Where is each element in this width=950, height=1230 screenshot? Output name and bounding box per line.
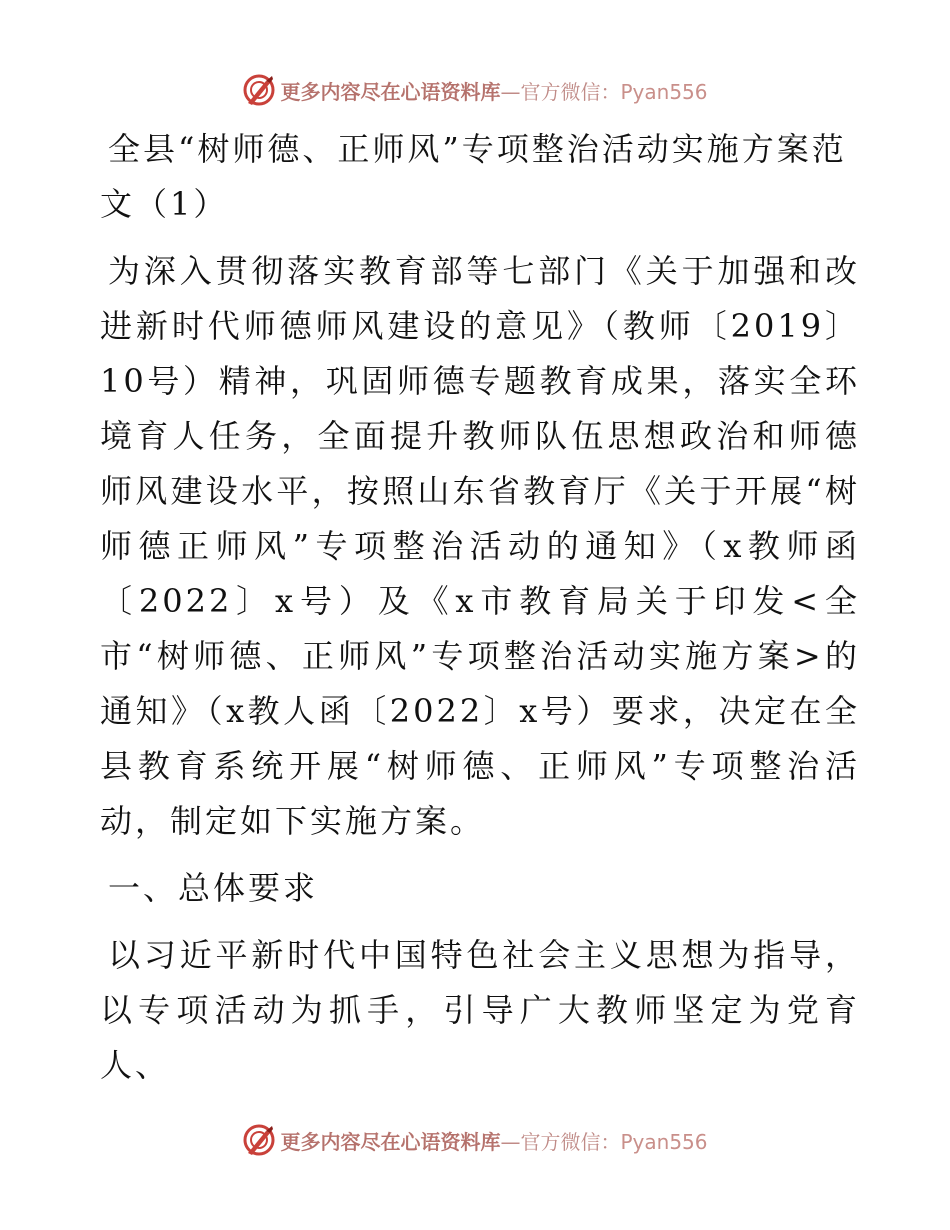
top-watermark-banner: [0, 70, 950, 110]
document-title: 全县“树师德、正师风”专项整治活动实施方案范文（1）: [100, 130, 847, 223]
pen-logo-icon: [242, 1123, 276, 1157]
section-paragraph: 以习近平新时代中国特色社会主义思想为指导，以专项活动为抓手，引导广大教师坚定为党育人、: [100, 936, 860, 1084]
bottom-watermark-banner: [0, 1120, 950, 1160]
section-heading: 一、总体要求: [108, 869, 319, 907]
pen-logo-icon: [242, 73, 276, 107]
document-body: [100, 122, 860, 1105]
watermark-text: 更多内容尽在心语资料库—官方微信：Pyan556: [280, 79, 708, 104]
intro-paragraph: 为深入贯彻落实教育部等七部门《关于加强和改进新时代师德师风建设的意见》（教师〔2019〕10号）精神，巩固师德专题教育成果，落实全环境育人任务，全面提升教师队伍思想政治和师德师风建设水平，按照山东省教育厅《关于开展“树师德正师风”专项整治活动的通知》（x教师函〔2022〕x号）及《x市教育局关于印发<全市“树师德、正师风”专项整治活动实施方案>的通知》（x教人函〔2022〕x号）要求，决定在全县教育系统开展“树师德、正师风”专项整治活动，制定如下实施方案。: [100, 252, 860, 840]
watermark-text: 更多内容尽在心语资料库—官方微信：Pyan556: [280, 1129, 708, 1154]
